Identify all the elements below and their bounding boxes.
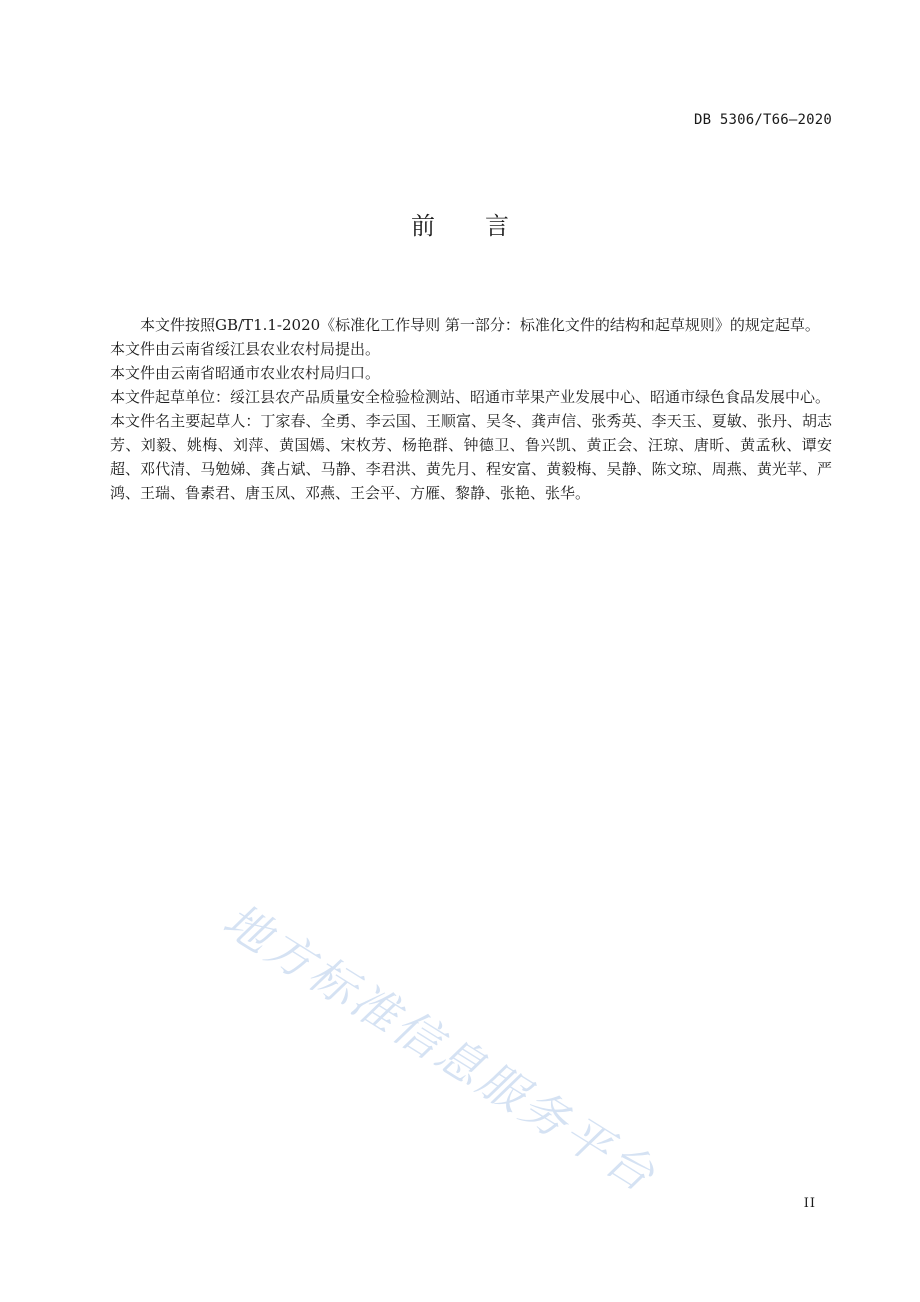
page-number: II	[803, 1196, 816, 1211]
paragraph-managed-by: 本文件由云南省昭通市农业农村局归口。	[110, 364, 381, 382]
paragraph-drafters: 本文件名主要起草人：丁家春、全勇、李云国、王顺富、吴冬、龚声信、张秀英、李天玉、夏敏、张丹、胡志芳、刘毅、姚梅、刘萍、黄国嫣、宋枚芳、杨艳群、钟德卫、鲁兴凯、黄正会、汪琼、唐昕、黄孟秋、谭安超、邓代清、马勉娣、龚占斌、马静、李君洪、黄先月、程安富、黄毅梅、吴静、陈文琼、周燕、黄光苹、严鸿、王瑞、鲁素君、唐玉凤、邓燕、王会平、方雁、黎静、张艳、张华。	[110, 412, 832, 502]
watermark: 地方标准信息服务平台	[214, 892, 667, 1204]
document-code: DB 5306/T66—2020	[693, 112, 832, 128]
paragraph-drafting-rules: 本文件按照GB/T1.1-2020《标准化工作导则 第一部分：标准化文件的结构和起草规则》的规定起草。	[140, 316, 820, 334]
page-title: 前言	[411, 212, 559, 240]
foreword-body	[110, 313, 832, 505]
paragraph-proposed-by: 本文件由云南省绥江县农业农村局提出。	[110, 340, 381, 358]
paragraph-drafting-units: 本文件起草单位：绥江县农产品质量安全检验检测站、昭通市苹果产业发展中心、昭通市绿色食品发展中心。	[110, 388, 831, 406]
